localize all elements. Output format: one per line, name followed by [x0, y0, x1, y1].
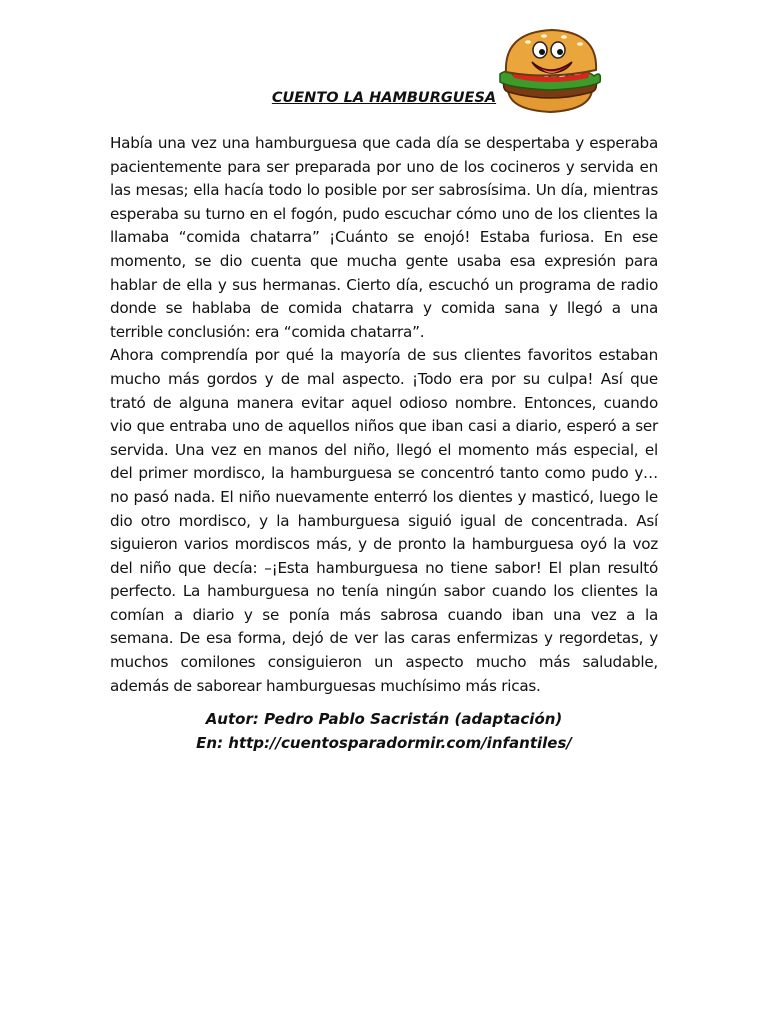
story-paragraph-1: Había una vez una hamburguesa que cada día se despertaba y esperaba pacientemente para ser preparada por uno de los cocineros y servida en las mesas; ella hacía todo lo posible por ser sabrosísima. Un día, mientras esperaba su turno en el fogón, pudo escuchar cómo uno de los clientes la llamaba “comida chatarra” ¡Cuánto se enojó! Estaba furiosa. En ese momento, se dio cuenta que mucha gente usaba esa expresión para hablar de ella y sus hermanas. Cierto día, escuchó un programa de radio donde se hablaba de comida chatarra y comida sana y llegó a una terrible conclusión: era “comida chatarra”. [110, 134, 658, 341]
story-paragraph-2: Ahora comprendía por qué la mayoría de sus clientes favoritos estaban mucho más gordos y de mal aspecto. ¡Todo era por su culpa! Así que trató de alguna manera evitar aquel odioso nombre. Entonces, cuando vio que entraba uno de aquellos niños que iban casi a diario, esperó a ser servida. Una vez en manos del niño, llegó el momento más especial, el del primer mordisco, la hamburguesa se concentró tanto como pudo y… no pasó nada. El niño nuevamente enterró los dientes y masticó, luego le dio otro mordisco, y la hamburguesa siguió igual de concentrada. Así siguieron varios mordiscos más, y de pronto la hamburguesa oyó la voz del niño que decía: –¡Esta hamburguesa no tiene sabor! El plan resultó perfecto. La hamburguesa no tenía ningún sabor cuando los clientes la comían a diario y se ponía más sabrosa cuando iban una vez a la semana. De esa forma, dejó de ver las caras enfermizas y regordetas, y muchos comilones consiguieron un aspecto mucho más saludable, además de saborear hamburguesas muchísimo más ricas. [110, 346, 658, 695]
credits [110, 708, 658, 755]
author-line: Autor: Pedro Pablo Sacristán (adaptación) [205, 710, 563, 728]
source-line: En: http://cuentosparadormir.com/infantiles/ [196, 733, 572, 752]
story-body [110, 132, 658, 698]
document-title: CUENTO LA HAMBURGUESA [271, 90, 497, 106]
